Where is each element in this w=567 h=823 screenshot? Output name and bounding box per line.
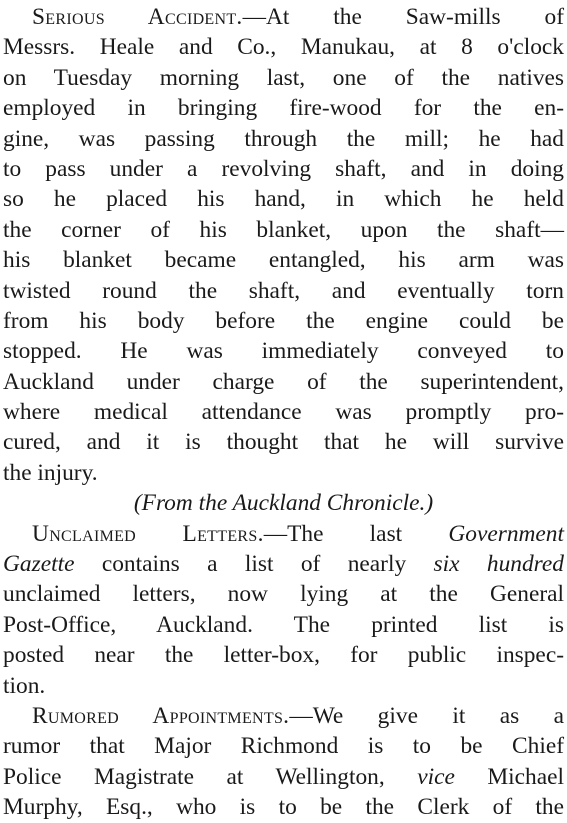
article-line: from his body before the engine could be bbox=[3, 307, 564, 334]
article-line: posted near the letter-box, for public inspec- bbox=[3, 642, 564, 669]
article-line: Messrs. Heale and Co., Manukau, at 8 o'clock bbox=[3, 34, 564, 61]
article-line: where medical attendance was promptly pro- bbox=[3, 399, 564, 426]
article-line: on Tuesday morning last, one of the natives bbox=[3, 64, 564, 91]
source-attribution: (From the Auckland Chronicle.) bbox=[133, 490, 434, 517]
article-line: Serious Accident.—At the Saw-mills of bbox=[32, 4, 565, 30]
article-line: Gazette contains a list of nearly six hundred bbox=[3, 551, 564, 578]
article-line: employed in bringing fire-wood for the en- bbox=[3, 95, 564, 122]
article-heading: Serious Accident. bbox=[32, 4, 243, 30]
article-line: his blanket became entangled, his arm was bbox=[3, 247, 564, 274]
article-line: twisted round the shaft, and eventually torn bbox=[3, 277, 564, 304]
article-line: Murphy, Esq., who is to be the Clerk of the bbox=[3, 794, 564, 821]
article-line: the injury. bbox=[3, 459, 98, 486]
article-heading: Rumored Appointments. bbox=[32, 702, 290, 729]
article-line: stopped. He was immediately conveyed to bbox=[3, 338, 564, 365]
article-heading: Unclaimed Letters. bbox=[32, 520, 264, 547]
article-line: cured, and it is thought that he will survive bbox=[3, 429, 564, 456]
article-line: Rumored Appointments.—We give it as a bbox=[32, 702, 564, 729]
article-line: so he placed his hand, in which he held bbox=[3, 186, 564, 213]
article-line: Auckland under charge of the superintendent, bbox=[3, 368, 564, 395]
article-line: the corner of his blanket, upon the shaft— bbox=[3, 216, 564, 243]
article-line: tion. bbox=[3, 672, 46, 699]
newspaper-column bbox=[3, 2, 564, 823]
article-line: to pass under a revolving shaft, and in doing bbox=[3, 155, 564, 182]
article-line: Post-Office, Auckland. The printed list is bbox=[3, 611, 564, 638]
article-line: gine, was passing through the mill; he had bbox=[3, 125, 564, 152]
article-line: Unclaimed Letters.—The last Government bbox=[32, 520, 564, 547]
article-line: unclaimed letters, now lying at the General bbox=[3, 581, 564, 608]
article-line: Police Magistrate at Wellington, vice Michael bbox=[3, 763, 564, 790]
article-line: rumor that Major Richmond is to be Chief bbox=[3, 733, 564, 760]
